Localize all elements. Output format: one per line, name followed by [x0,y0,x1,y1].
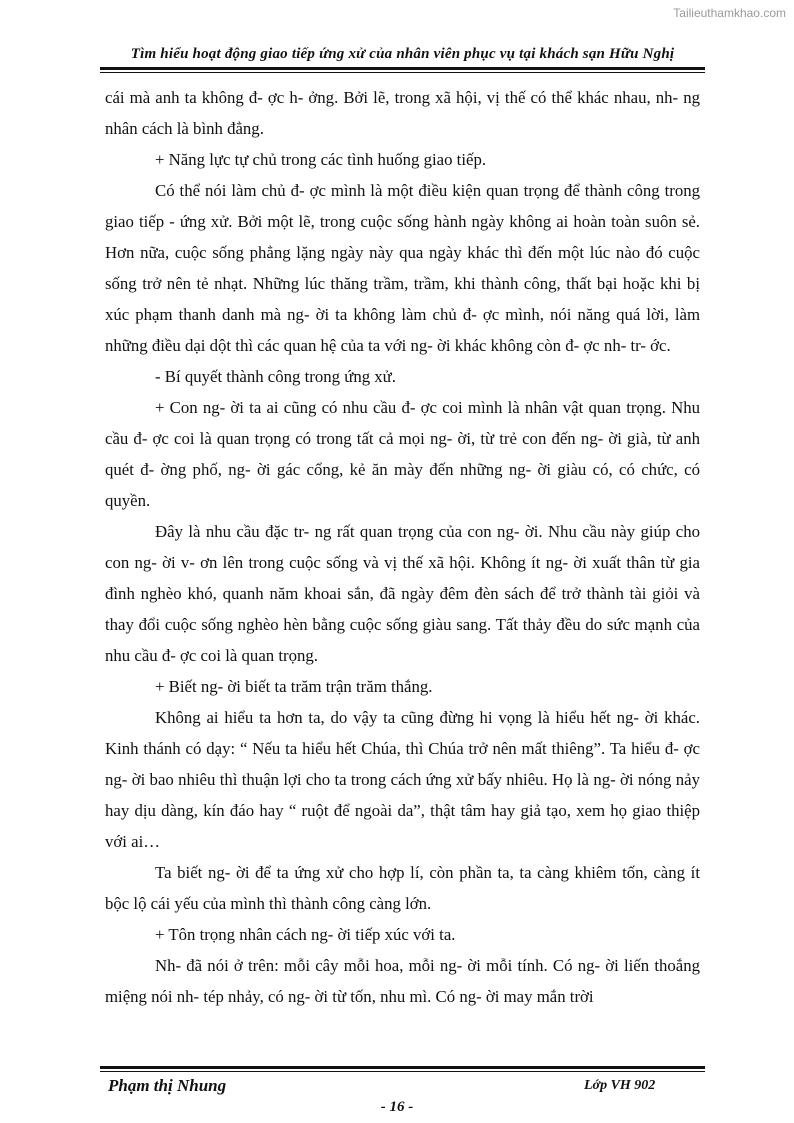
paragraph: + Năng lực tự chủ trong các tình huống giao tiếp. [155,150,487,169]
paragraph: Nh- đã nói ở trên: mỗi cây mỗi hoa, mỗi ng- ời mỗi tính. Có ng- ời liến thoắng miệng nói nh- tép nhảy, có ng- ời từ tốn, nhu mì. Có ng- ời may mắn trời [105,956,700,1006]
footer-author: Phạm thị Nhung [108,1076,227,1095]
running-header-title: Tìm hiểu hoạt động giao tiếp ứng xử của nhân viên phục vụ tại khách sạn Hữu Nghị [130,46,675,62]
paragraph: + Con ng- ời ta ai cũng có nhu cầu đ- ợc coi mình là nhân vật quan trọng. Nhu cầu đ- ợc coi là quan trọng có trong tất cả mọi ng- ời, từ trẻ con đến ng- ời già, từ anh quét đ- ờng phố, ng- ời gác cổng, kẻ ăn mày đến những ng- ời giàu có, có chức, có quyền. [105,398,700,510]
paragraph: - Bí quyết thành công trong ứng xử. [155,367,396,386]
watermark-text: Tailieuthamkhao.com [673,6,786,20]
header-rule-thin [100,72,705,73]
body-text [105,82,700,1012]
footer-rule-thin [100,1071,705,1072]
paragraph: + Biết ng- ời biết ta trăm trận trăm thắng. [155,677,433,696]
paragraph: Có thể nói làm chủ đ- ợc mình là một điều kiện quan trọng để thành công trong giao tiếp - ứng xử. Bởi một lẽ, trong cuộc sống hành ngày không ai hoàn toàn suôn sẻ. Hơn nữa, cuộc sống phẳng lặng ngày này qua ngày khác thì đến một lúc nào đó cuộc sống trở nên tẻ nhạt. Những lúc thăng trầm, trầm, khi thành công, thất bại hoặc khi bị xúc phạm thanh danh mà ng- ời ta không làm chủ đ- ợc mình, nói năng quá lời, làm những điều dại dột thì các quan hệ của ta với ng- ời khác không còn đ- ợc nh- tr- ớc. [105,181,700,355]
footer-class: Lớp VH 902 [584,1078,656,1093]
header-rule [100,67,705,70]
footer-rule [100,1066,705,1069]
paragraph: + Tôn trọng nhân cách ng- ời tiếp xúc với ta. [155,925,456,944]
paragraph: cái mà anh ta không đ- ợc h- ởng. Bởi lẽ, trong xã hội, vị thế có thể khác nhau, nh- ng nhân cách là bình đẳng. [105,88,700,138]
paragraph: Ta biết ng- ời để ta ứng xử cho hợp lí, còn phần ta, ta càng khiêm tốn, càng ít bộc lộ cái yếu của mình thì thành công càng lớn. [105,863,700,913]
page-number: - 16 - [380,1099,414,1115]
paragraph: Không ai hiểu ta hơn ta, do vậy ta cũng đừng hi vọng là hiểu hết ng- ời khác. Kinh thánh có dạy: “ Nếu ta hiểu hết Chúa, thì Chúa trở nên mất thiêng”. Ta hiểu đ- ợc ng- ời bao nhiêu thì thuận lợi cho ta trong cách ứng xử bấy nhiêu. Họ là ng- ời nóng nảy hay dịu dàng, kín đáo hay “ ruột để ngoài da”, thật tâm hay giả tạo, xem họ giao thiệp với ai… [105,708,700,851]
paragraph: Đây là nhu cầu đặc tr- ng rất quan trọng của con ng- ời. Nhu cầu này giúp cho con ng- ời v- ơn lên trong cuộc sống và vị thế xã hội. Không ít ng- ời xuất thân từ gia đình nghèo khó, quanh năm khoai sắn, đã ngày đêm đèn sách để trở thành tài giỏi và thay đổi cuộc sống nghèo hèn bằng cuộc sống giàu sang. Tất thảy đều do sức mạnh của nhu cầu đ- ợc coi là quan trọng. [105,522,700,665]
